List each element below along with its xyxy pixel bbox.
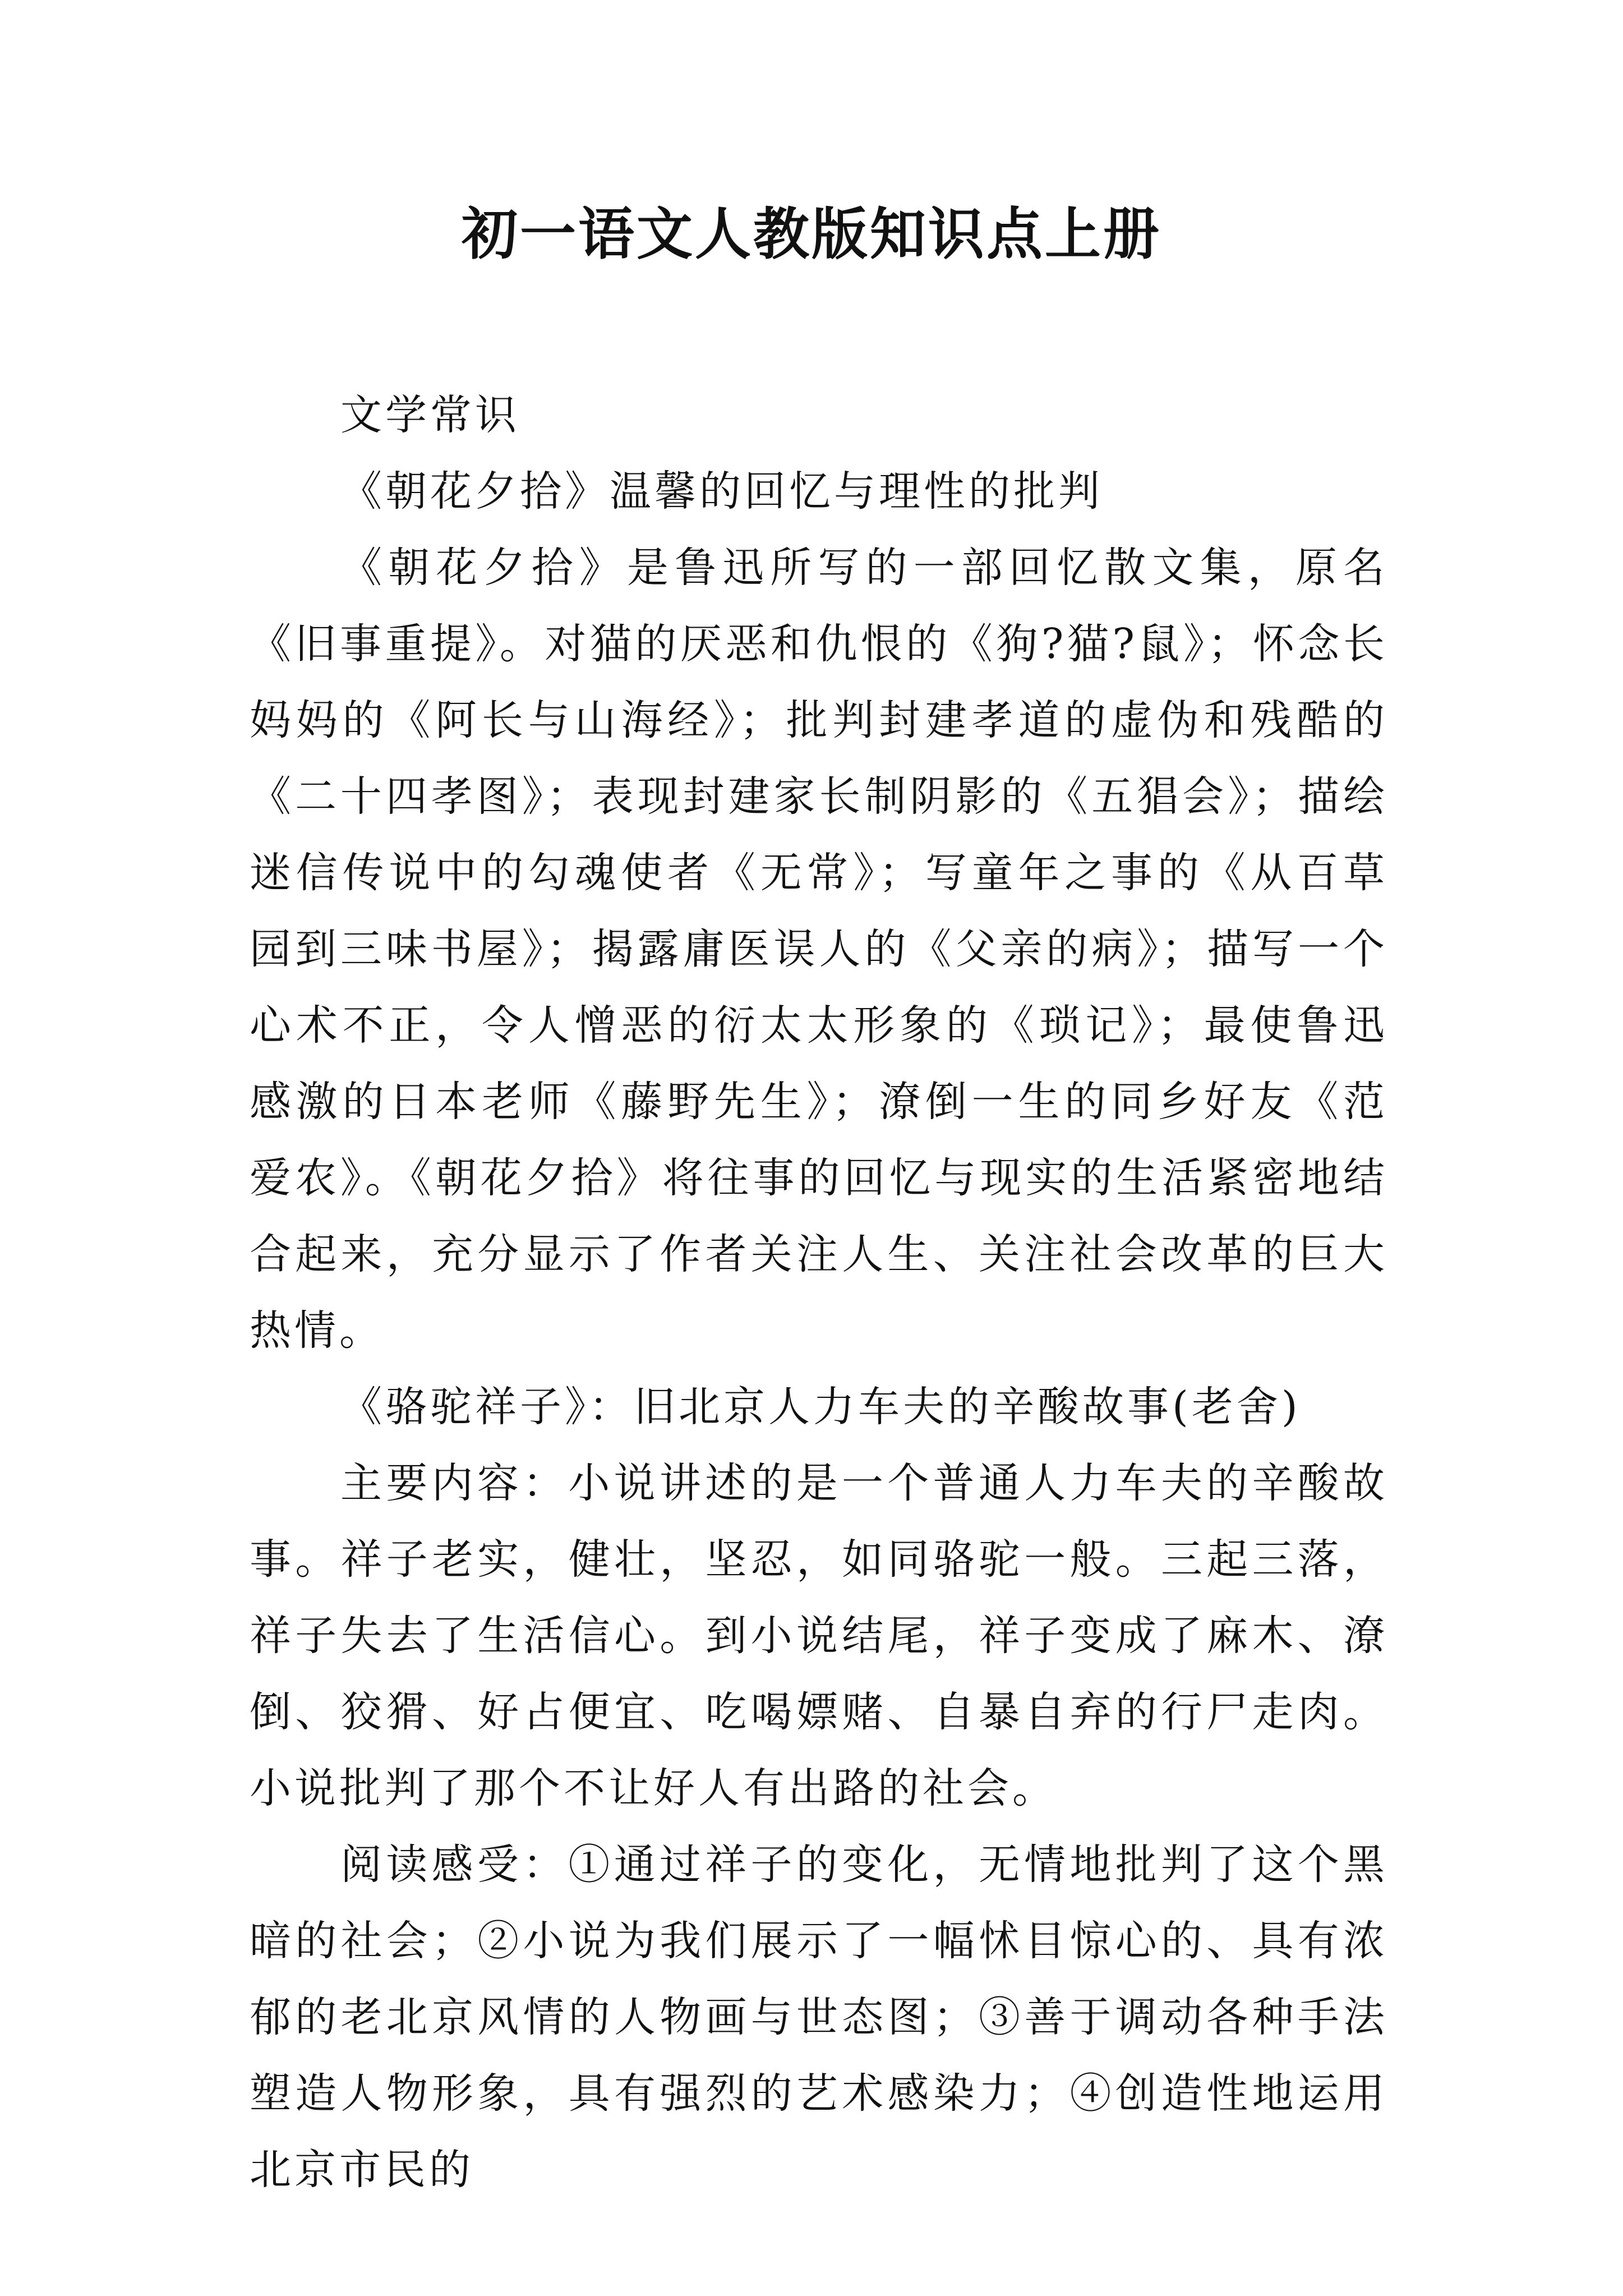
document-title: 初一语文人教版知识点上册 bbox=[462, 201, 1161, 267]
paragraph-reading-impressions: 阅读感受：①通过祥子的变化，无情地批判了这个黑暗的社会；②小说为我们展示了一幅怵目惊心的、具有浓郁的老北京风情的人物画与世态图；③善于调动各种手法塑造人物形象，具有强烈的艺术感染力；④创造性地运用北京市民的 bbox=[250, 1841, 1388, 2194]
paragraph-luotuoxiangzi-heading: 《骆驼祥子》：旧北京人力车夫的辛酸故事(老舍) bbox=[340, 1383, 1301, 1431]
paragraph-literary-knowledge-heading: 文学常识 bbox=[340, 391, 520, 439]
paragraph-main-content: 主要内容：小说讲述的是一个普通人力车夫的辛酸故事。祥子老实，健壮，坚忍，如同骆驼一般。三起三落，祥子失去了生活信心。到小说结尾，祥子变成了麻木、潦倒、狡猾、好占便宜、吃喝嫖赌、自暴自弃的行尸走肉。小说批判了那个不让好人有出路的社会。 bbox=[250, 1459, 1388, 1812]
paragraph-zhaohuaxishi-heading: 《朝花夕拾》温馨的回忆与理性的批判 bbox=[340, 467, 1103, 516]
paragraph-zhaohuaxishi-summary: 《朝花夕拾》是鲁迅所写的一部回忆散文集，原名《旧事重提》。对猫的厌恶和仇恨的《狗?猫?鼠》；怀念长妈妈的《阿长与山海经》；批判封建孝道的虚伪和残酷的《二十四孝图》；表现封建家长制阴影的《五猖会》；描绘迷信传说中的勾魂使者《无常》；写童年之事的《从百草园到三味书屋》；揭露庸医误人的《父亲的病》；描写一个心术不正，令人憎恶的衍太太形象的《琐记》；最使鲁迅感激的日本老师《藤野先生》；潦倒一生的同乡好友《范爱农》。《朝花夕拾》将往事的回忆与现实的生活紧密地结合起来，充分显示了作者关注人生、关注社会改革的巨大热情。 bbox=[250, 544, 1388, 1355]
document-body bbox=[250, 377, 1388, 2208]
